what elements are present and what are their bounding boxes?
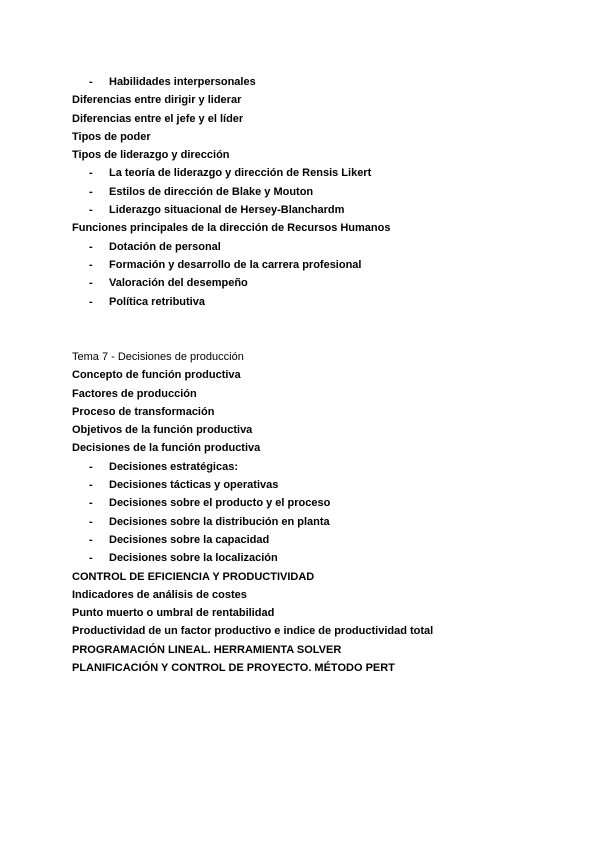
item-text: Valoración del desempeño xyxy=(109,277,248,290)
list-item xyxy=(72,421,572,439)
dash-bullet-icon: - xyxy=(89,533,93,546)
list-item xyxy=(72,586,572,604)
list-item xyxy=(72,568,572,586)
item-text: Proceso de transformación xyxy=(72,405,215,418)
item-text: Decisiones sobre la capacidad xyxy=(109,533,270,546)
list-item xyxy=(72,439,572,457)
list-item xyxy=(72,219,572,237)
item-text: Liderazgo situacional de Hersey-Blanchardm xyxy=(109,204,345,217)
dash-bullet-icon: - xyxy=(89,460,93,473)
list-item xyxy=(72,110,572,128)
list-item xyxy=(72,403,572,421)
list-item xyxy=(72,366,572,384)
list-item xyxy=(72,146,572,164)
item-text: Concepto de función productiva xyxy=(72,369,241,382)
dash-bullet-icon: - xyxy=(89,277,93,290)
sub-list-item xyxy=(72,513,572,531)
item-text: Estilos de dirección de Blake y Mouton xyxy=(109,185,314,198)
dash-bullet-icon: - xyxy=(89,167,93,180)
topic-list-section-2 xyxy=(72,348,572,677)
item-text: Tipos de liderazgo y dirección xyxy=(72,149,230,162)
item-text: Productividad de un factor productivo e indice de productividad total xyxy=(72,625,434,638)
sub-list-item xyxy=(72,549,572,567)
item-text: Decisiones sobre el producto y el proceso xyxy=(109,497,331,510)
item-text: La teoría de liderazgo y dirección de Rensis Likert xyxy=(109,167,372,180)
list-item xyxy=(72,641,572,659)
sub-list-item xyxy=(72,73,572,91)
dash-bullet-icon: - xyxy=(89,76,93,88)
item-text: Decisiones estratégicas: xyxy=(109,460,239,473)
item-text: Decisiones de la función productiva xyxy=(72,442,261,455)
item-text: Indicadores de análisis de costes xyxy=(72,588,247,601)
item-text: Funciones principales de la dirección de Recursos Humanos xyxy=(72,222,391,235)
sub-list-item xyxy=(72,494,572,512)
item-text: Diferencias entre el jefe y el líder xyxy=(72,112,244,125)
dash-bullet-icon: - xyxy=(89,552,93,565)
dash-bullet-icon: - xyxy=(89,479,93,492)
item-text: Habilidades interpersonales xyxy=(109,76,256,88)
item-text: Decisiones sobre la distribución en planta xyxy=(109,515,330,528)
item-text: Objetivos de la función productiva xyxy=(72,424,253,437)
dash-bullet-icon: - xyxy=(89,295,93,308)
item-text: Formación y desarrollo de la carrera profesional xyxy=(109,258,362,271)
sub-list-item xyxy=(72,458,572,476)
item-text: Punto muerto o umbral de rentabilidad xyxy=(72,607,275,620)
sub-list-item xyxy=(72,293,572,311)
dash-bullet-icon: - xyxy=(89,240,93,253)
sub-list-item xyxy=(72,531,572,549)
sub-list-item xyxy=(72,476,572,494)
item-text: PLANIFICACIÓN Y CONTROL DE PROYECTO. MÉTODO PERT xyxy=(72,662,395,675)
item-text: Decisiones tácticas y operativas xyxy=(109,479,279,492)
sub-list-item xyxy=(72,201,572,219)
section-title: Tema 7 - Decisiones de producción xyxy=(72,351,244,363)
item-text: Política retributiva xyxy=(109,295,205,308)
item-text: Decisiones sobre la localización xyxy=(109,552,278,565)
item-text: PROGRAMACIÓN LINEAL. HERRAMIENTA SOLVER xyxy=(72,643,342,656)
list-item xyxy=(72,128,572,146)
list-item xyxy=(72,659,572,677)
sub-list-item xyxy=(72,183,572,201)
item-text: CONTROL DE EFICIENCIA Y PRODUCTIVIDAD xyxy=(72,570,315,583)
item-text: Factores de producción xyxy=(72,387,197,400)
item-text: Tipos de poder xyxy=(72,130,151,143)
sub-list-item xyxy=(72,164,572,182)
list-item xyxy=(72,91,572,109)
dash-bullet-icon: - xyxy=(89,185,93,198)
dash-bullet-icon: - xyxy=(89,204,93,217)
item-text: Diferencias entre dirigir y liderar xyxy=(72,94,242,107)
dash-bullet-icon: - xyxy=(89,515,93,528)
sub-list-item xyxy=(72,238,572,256)
list-item xyxy=(72,385,572,403)
dash-bullet-icon: - xyxy=(89,497,93,510)
item-text: Dotación de personal xyxy=(109,240,221,253)
sub-list-item xyxy=(72,274,572,292)
list-item xyxy=(72,604,572,622)
topic-list-section-1 xyxy=(72,73,572,311)
dash-bullet-icon: - xyxy=(89,258,93,271)
sub-list-item xyxy=(72,256,572,274)
list-item xyxy=(72,622,572,640)
